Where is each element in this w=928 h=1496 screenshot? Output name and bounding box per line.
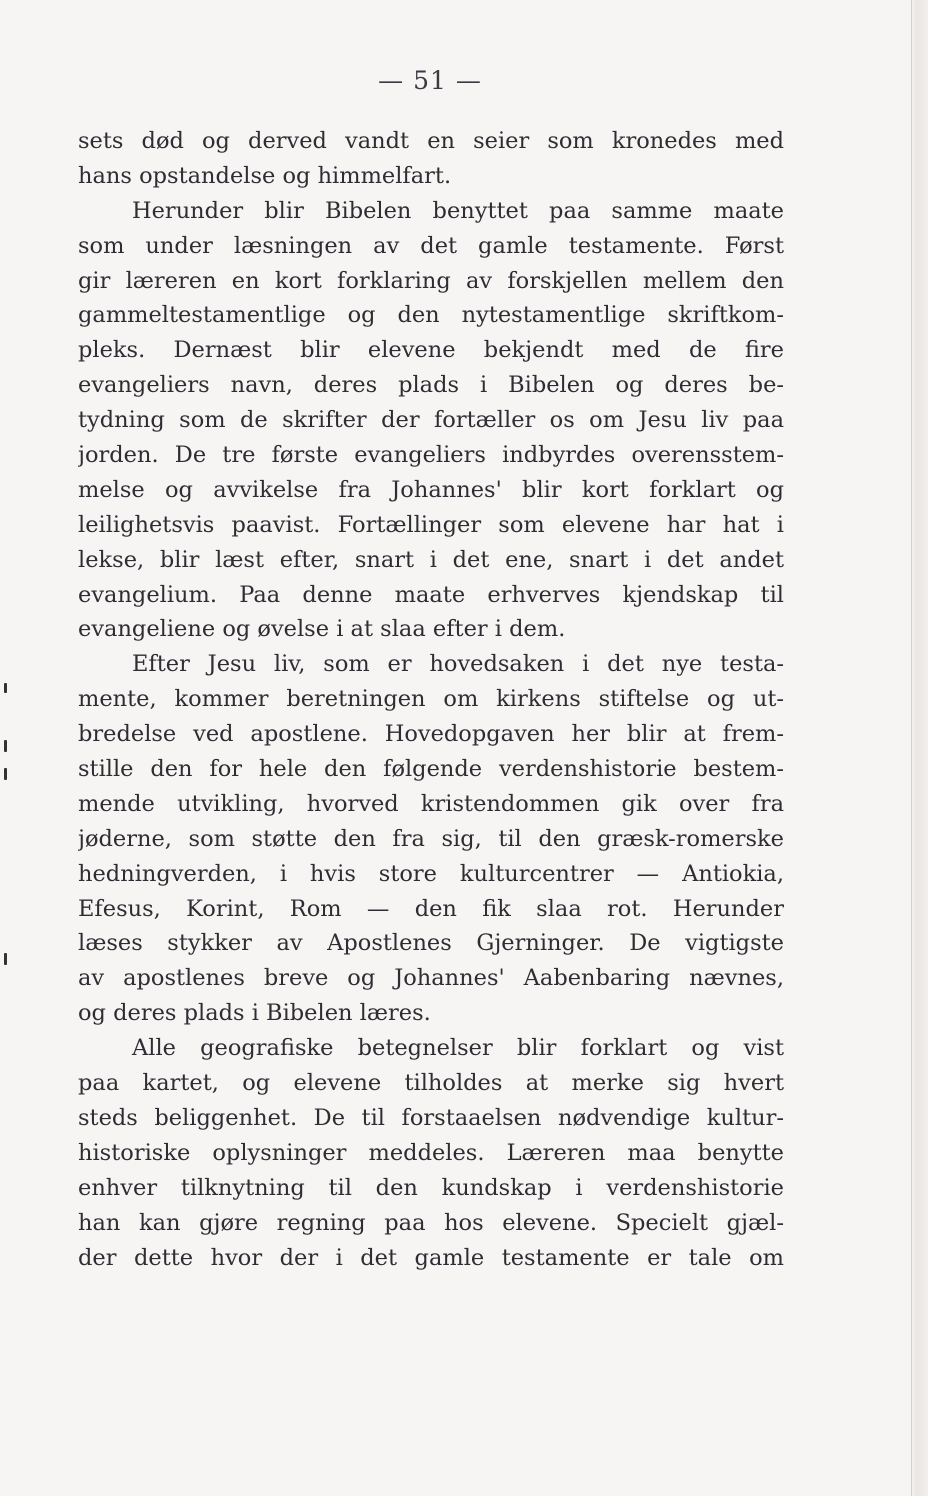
text-line: som under læsningen av det gamle testamente. Først xyxy=(78,232,784,259)
text-line: evangelium. Paa denne maate erhverves kjendskap til xyxy=(78,581,784,608)
page-edge-shadow xyxy=(910,0,928,1496)
text-line: Herunder blir Bibelen benyttet paa samme maate xyxy=(132,197,784,224)
text-line: mente, kommer beretningen om kirkens stiftelse og ut- xyxy=(78,686,784,713)
margin-mark xyxy=(4,953,7,965)
text-line: evangeliers navn, deres plads i Bibelen og deres be- xyxy=(78,372,784,399)
text-line: og deres plads i Bibelen læres. xyxy=(78,1000,431,1027)
text-line: Efter Jesu liv, som er hovedsaken i det nye testa- xyxy=(132,651,784,678)
text-line: enhver tilknytning til den kundskap i verdenshistorie xyxy=(78,1174,784,1201)
text-line: sets død og derved vandt en seier som kronedes med xyxy=(78,128,784,154)
text-line: der dette hvor der i det gamle testamente er tale om xyxy=(78,1244,784,1271)
text-line: stille den for hele den følgende verdenshistorie bestem- xyxy=(78,756,784,783)
margin-mark xyxy=(4,768,7,780)
text-line: hedningverden, i hvis store kulturcentrer — Antiokia, xyxy=(78,860,784,887)
text-line: evangeliene og øvelse i at slaa efter i dem. xyxy=(78,616,566,643)
text-line: av apostlenes breve og Johannes' Aabenbaring nævnes, xyxy=(78,965,784,992)
text-line: historiske oplysninger meddeles. Læreren maa benytte xyxy=(78,1139,784,1166)
text-line: melse og avvikelse fra Johannes' blir kort forklart og xyxy=(78,476,784,503)
text-line: læses stykker av Apostlenes Gjerninger. De vigtigste xyxy=(78,930,784,957)
text-line: Efesus, Korint, Rom — den fik slaa rot. Herunder xyxy=(78,895,784,922)
text-line: bredelse ved apostlene. Hovedopgaven her blir at frem- xyxy=(78,721,784,748)
text-line: lekse, blir læst efter, snart i det ene, snart i det andet xyxy=(78,546,784,573)
page-number: — 51 — xyxy=(378,66,482,95)
text-line: han kan gjøre regning paa hos elevene. Specielt gjæl- xyxy=(78,1209,784,1236)
text-line: jøderne, som støtte den fra sig, til den græsk-romerske xyxy=(78,825,784,852)
text-line: tydning som de skrifter der fortæller os om Jesu liv paa xyxy=(78,407,784,434)
margin-mark xyxy=(4,740,7,752)
text-line: gir læreren en kort forklaring av forskjellen mellem den xyxy=(78,267,784,294)
text-line: steds beliggenhet. De til forstaaelsen nødvendige kultur- xyxy=(78,1104,784,1131)
text-line: paa kartet, og elevene tilholdes at merke sig hvert xyxy=(78,1070,784,1097)
text-line: mende utvikling, hvorved kristendommen gik over fra xyxy=(78,790,784,817)
text-line: leilighetsvis paavist. Fortællinger som elevene har hat i xyxy=(78,511,784,538)
text-line: pleks. Dernæst blir elevene bekjendt med de fire xyxy=(78,337,784,364)
margin-mark xyxy=(4,683,7,693)
text-line: hans opstandelse og himmelfart. xyxy=(78,162,452,189)
text-line: gammeltestamentlige og den nytestamentlige skriftkom- xyxy=(78,302,784,329)
text-line: Alle geografiske betegnelser blir forklart og vist xyxy=(132,1035,784,1062)
body-text xyxy=(78,124,784,1275)
text-line: jorden. De tre første evangeliers indbyrdes overensstem- xyxy=(78,442,784,469)
page-edge-line xyxy=(911,0,912,1496)
